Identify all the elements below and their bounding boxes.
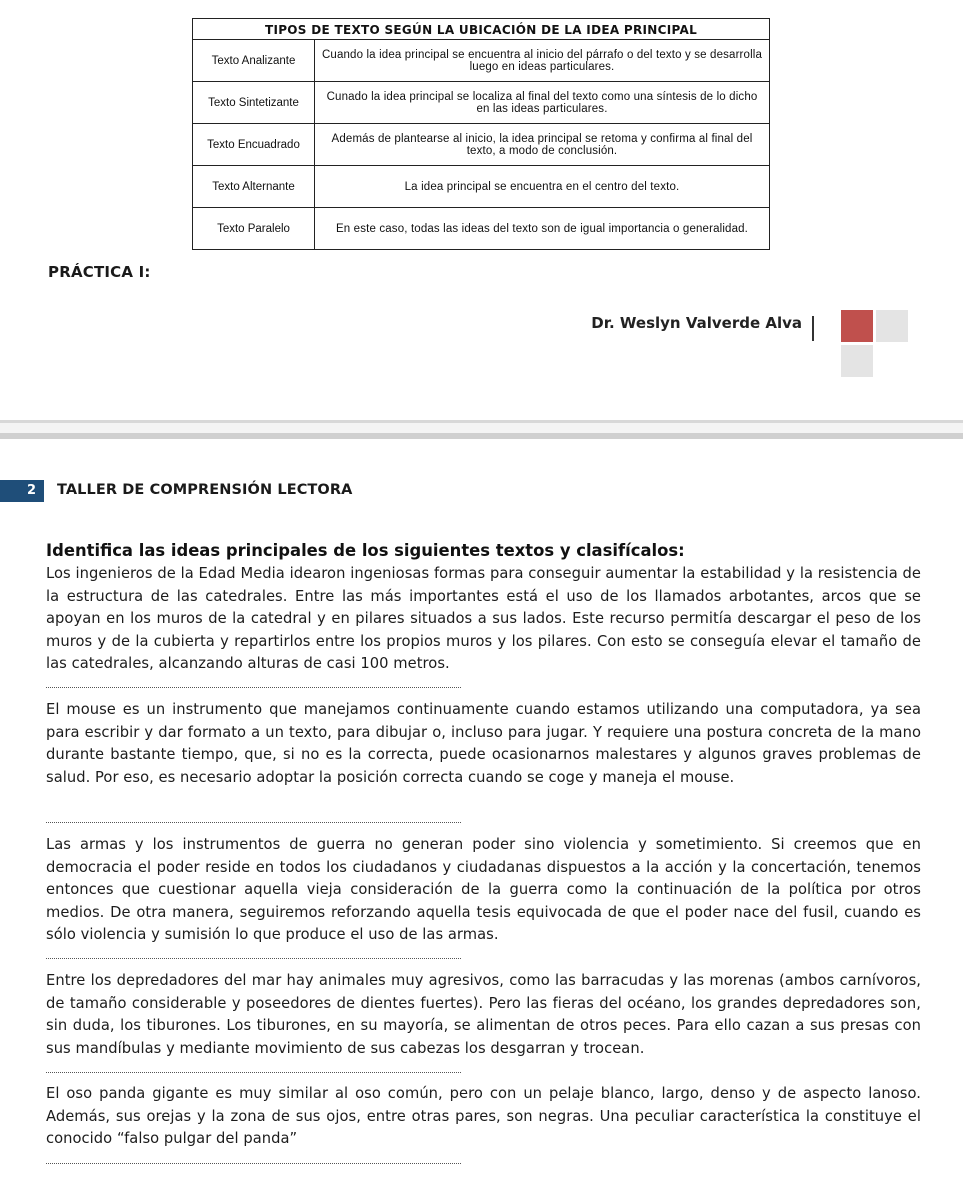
table-header-row xyxy=(193,19,770,40)
header-decoration-square xyxy=(841,345,873,377)
reading-passage: El mouse es un instrumento que manejamos continuamente cuando estamos utilizando una computadora, ya sea para escribir y dar formato a un texto, para dibujar o, incluso para jugar. Y requiere una postura concreta de la mano durante bastante tiempo, que, si no es la correcta, puede ocasionarnos malestares y algunos graves problemas de salud. Por eso, es necesario adoptar la posición correcta cuando se coge y maneja el mouse. xyxy=(46,701,921,786)
text-type-description: La idea principal se encuentra en el centro del texto. xyxy=(315,166,770,208)
page-break-line xyxy=(0,433,963,439)
text-type-description: En este caso, todas las ideas del texto son de igual importancia o generalidad. xyxy=(315,208,770,250)
answer-line[interactable] xyxy=(46,687,461,688)
table-row xyxy=(193,82,770,124)
table-row xyxy=(193,40,770,82)
text-type-cell: Texto Analizante xyxy=(193,40,315,82)
practice-label: PRÁCTICA I: xyxy=(48,263,151,281)
text-type-cell: Texto Paralelo xyxy=(193,208,315,250)
text-type-description: Cuando la idea principal se encuentra al inicio del párrafo o del texto y se desarrolla luego en ideas particulares. xyxy=(315,40,770,82)
text-type-description: Cunado la idea principal se localiza al final del texto como una síntesis de lo dicho en las ideas particulares. xyxy=(315,82,770,124)
section-title: TALLER DE COMPRENSIÓN LECTORA xyxy=(57,482,353,498)
answer-line[interactable] xyxy=(46,1072,461,1073)
reading-passage: Los ingenieros de la Edad Media idearon ingeniosas formas para conseguir aumentar la estabilidad y la resistencia de la estructura de las catedrales. Entre las más importantes está el uso de los llamados arbotantes, arcos que se apoyan en los muros de la catedral y en pilares situados a sus lados. Este recurso permitía descargar el peso de los muros y de la cubierta y repartirlos entre los propios muros y los pilares. Con esto se conseguía elevar el tamaño de las catedrales, alcanzando alturas de casi 100 metros. xyxy=(46,565,921,673)
header-divider xyxy=(812,316,814,341)
table-row xyxy=(193,166,770,208)
text-types-table xyxy=(192,18,770,250)
header-decoration-square xyxy=(876,310,908,342)
answer-line[interactable] xyxy=(46,822,461,823)
table-row xyxy=(193,124,770,166)
table-title: TIPOS DE TEXTO SEGÚN LA UBICACIÓN DE LA IDEA PRINCIPAL xyxy=(193,19,770,40)
section-number-badge: 2 xyxy=(0,480,44,502)
instruction-heading: Identifica las ideas principales de los siguientes textos y clasifícalos: xyxy=(46,541,685,560)
text-type-cell: Texto Encuadrado xyxy=(193,124,315,166)
page-gap xyxy=(0,423,963,433)
reading-passage: Las armas y los instrumentos de guerra no generan poder sino violencia y sometimiento. Si creemos que en democracia el poder reside en todos los ciudadanos y ciudadanas dispuestos a la acción y la concertación, tenemos entonces que cuestionar aquella vieja consideración de la guerra como la continuación de la política por otros medios. De otra manera, seguiremos reforzando aquella tesis equivocada de que el poder nace del fusil, cuando es sólo violencia y sumisión lo que produce el uso de las armas. xyxy=(46,836,921,944)
text-type-cell: Texto Sintetizante xyxy=(193,82,315,124)
header-decoration-square-accent xyxy=(841,310,873,342)
reading-passage: Entre los depredadores del mar hay animales muy agresivos, como las barracudas y las morenas (ambos carnívoros, de tamaño considerable y poseedores de dientes fuertes). Pero las fieras del océano, los grandes depredadores son, sin duda, los tiburones. Los tiburones, en su mayoría, se alimentan de otros peces. Para ello cazan a sus presas con sus mandíbulas y mediante movimiento de sus cabezas los desgarran y trocean. xyxy=(46,972,921,1057)
table-row xyxy=(193,208,770,250)
reading-passage: El oso panda gigante es muy similar al oso común, pero con un pelaje blanco, largo, denso y de aspecto lanoso. Además, sus orejas y la zona de sus ojos, entre otras pares, son negras. Una peculiar característica la constituye el conocido “falso pulgar del panda” xyxy=(46,1085,921,1148)
text-type-description: Además de plantearse al inicio, la idea principal se retoma y confirma al final del texto, a modo de conclusión. xyxy=(315,124,770,166)
text-type-cell: Texto Alternante xyxy=(193,166,315,208)
answer-line[interactable] xyxy=(46,1163,461,1164)
author-name: Dr. Weslyn Valverde Alva xyxy=(591,314,802,332)
answer-line[interactable] xyxy=(46,958,461,959)
